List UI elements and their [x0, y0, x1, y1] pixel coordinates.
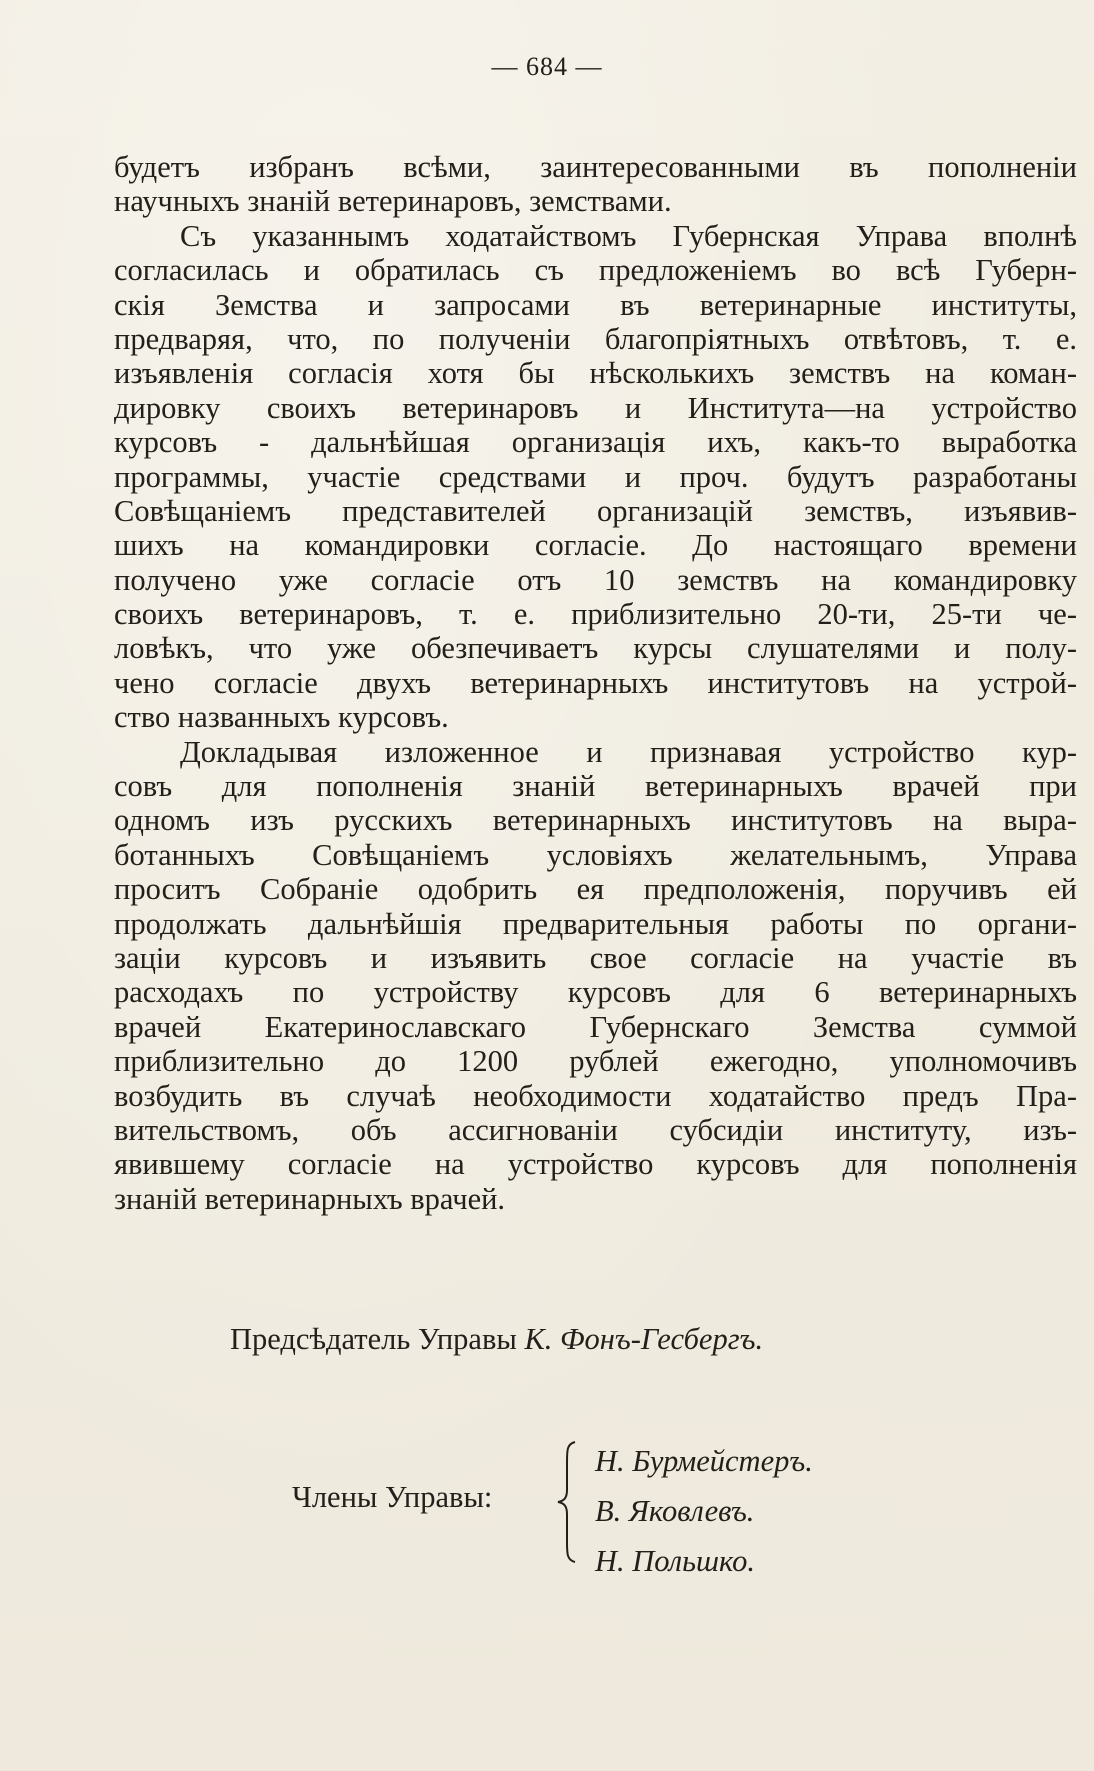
text-line: скія Земства и запросами въ ветеринарные институты, [114, 287, 1077, 322]
text-line: знаній ветеринарныхъ врачей. [114, 1181, 506, 1216]
text-line: программы, участіе средствами и проч. будутъ разработаны [114, 459, 1077, 494]
text-line: продолжать дальнѣйшія предварительныя работы по органи- [114, 906, 1077, 941]
body-text [114, 150, 1077, 1216]
text-line: врачей Екатеринославскаго Губернскаго Земства суммой [114, 1009, 1077, 1044]
text-line: курсовъ - дальнѣйшая организація ихъ, какъ-то выработка [114, 425, 1077, 460]
text-line: явившему согласіе на устройство курсовъ для пополненія [114, 1147, 1077, 1182]
text-line: приблизительно до 1200 рублей ежегодно, уполномочивъ [114, 1044, 1077, 1079]
text-line: заціи курсовъ и изъявить свое согласіе на участіе въ [114, 940, 1077, 975]
text-line: будетъ избранъ всѣми, заинтересованными въ пополненіи [114, 150, 1077, 184]
text-line: шихъ на командировки согласіе. До настоящаго времени [114, 528, 1077, 563]
text-line: получено уже согласіе отъ 10 земствъ на командировку [114, 562, 1077, 597]
text-line: согласилась и обратилась съ предложеніемъ во всѣ Губерн- [114, 253, 1077, 288]
members-list [595, 1436, 813, 1586]
text-line: ловѣкъ, что уже обезпечиваетъ курсы слушателями и полу- [114, 631, 1077, 666]
chair-title: Предсѣдатель Управы [230, 1322, 517, 1356]
text-line: проситъ Собраніе одобрить ея предположенія, поручивъ ей [114, 872, 1077, 907]
text-line: возбудить въ случаѣ необходимости ходатайство предъ Пра- [114, 1078, 1077, 1113]
text-line: совъ для пополненія знаній ветеринарныхъ врачей при [114, 769, 1077, 804]
text-line: Докладывая изложенное и признавая устройство кур- [180, 734, 1077, 769]
text-line: одномъ изъ русскихъ ветеринарныхъ институтовъ на выра- [114, 803, 1077, 838]
text-line: изъявленія согласія хотя бы нѣсколькихъ земствъ на коман- [114, 356, 1077, 391]
text-line: научныхъ знаній ветеринаровъ, земствами. [114, 184, 672, 219]
text-line: расходахъ по устройству курсовъ для 6 ветеринарныхъ [114, 975, 1077, 1010]
page-number: — 684 — [491, 52, 603, 81]
members-label: Члены Управы: [292, 1480, 493, 1514]
chair-signature [230, 1322, 763, 1357]
member-name: Н. Бурмейстеръ. [595, 1444, 813, 1478]
curly-brace-icon [555, 1440, 581, 1564]
text-line: вительствомъ, объ ассигнованіи субсидіи институту, изъ- [114, 1112, 1077, 1147]
text-line: ство названныхъ курсовъ. [114, 700, 449, 735]
member-name: Н. Польшко. [595, 1544, 755, 1578]
text-line: Съ указаннымъ ходатайствомъ Губернская Управа вполнѣ [180, 218, 1077, 253]
text-line: своихъ ветеринаровъ, т. е. приблизительно 20-ти, 25-ти че- [114, 597, 1077, 632]
text-line: Совѣщаніемъ представителей организацій земствъ, изъявив- [114, 493, 1077, 528]
chair-name: К. Фонъ-Гесбергъ. [524, 1322, 764, 1356]
member-name: В. Яковлевъ. [595, 1494, 755, 1528]
text-line: ботанныхъ Совѣщаніемъ условіяхъ желательнымъ, Управа [114, 837, 1077, 872]
text-line: чено согласіе двухъ ветеринарныхъ институтовъ на устрой- [114, 665, 1077, 700]
text-line: дировку своихъ ветеринаровъ и Института—на устройство [114, 390, 1077, 425]
text-line: предваряя, что, по полученіи благопріятныхъ отвѣтовъ, т. е. [114, 321, 1077, 356]
